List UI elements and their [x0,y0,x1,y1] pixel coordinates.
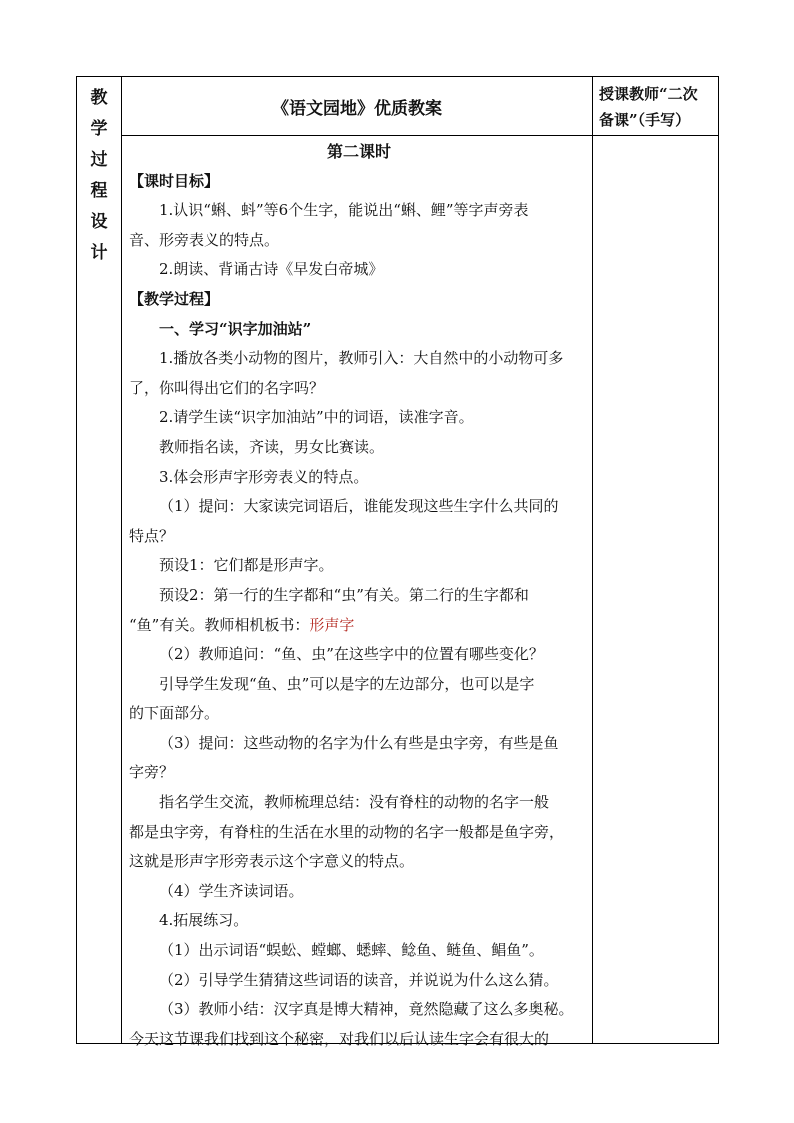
paragraph-line: 今天这节课我们找到这个秘密，对我们以后认读生字会有很大的 [129,1029,550,1048]
row-divider [592,135,719,136]
side-char: 教 [90,88,108,108]
paragraph-line: （3）教师小结：汉字真是博大精神，竟然隐藏了这么多奥秘。 [159,1000,574,1019]
right-header-line: 备课”（手写） [599,111,691,129]
paragraph-line: 预设1：它们都是形声字。 [159,556,334,575]
column-divider [592,77,593,1043]
paragraph-line: 教师指名读，齐读，男女比赛读。 [159,437,385,456]
right-column-header [593,81,718,133]
paragraph-text: “鱼”有关。教师相机板书： [129,615,310,634]
paragraph-line: 预设2：第一行的生字都和“虫”有关。第二行的生字都和 [159,585,529,604]
process-heading: 【教学过程】 [129,289,220,308]
side-char: 设 [90,212,108,232]
paragraph-line: （2）引导学生猜猜这些词语的读音，并说说为什么这么猜。 [159,970,559,989]
lesson-content [129,137,589,1054]
goal-line: 音、形旁表义的特点。 [129,230,280,249]
board-note: 形声字 [309,615,355,634]
goal-line: 1.认识“蝌、蚪”等6个生字，能说出“蝌、鲤”等字声旁表 [159,201,529,220]
paragraph-line: 1.播放各类小动物的图片，教师引入：大自然中的小动物可多 [159,349,564,368]
goals-heading: 【课时目标】 [129,171,220,190]
paragraph-line: 的下面部分。 [129,704,220,723]
side-char: 计 [90,243,108,263]
right-header-line: 授课教师“二次 [599,85,698,103]
column-divider [121,77,122,1043]
paragraph-line: 都是虫字旁，有脊柱的生活在水里的动物的名字一般都是鱼字旁， [129,822,565,841]
goal-line: 2.朗读、背诵古诗《早发白帝城》 [159,260,384,279]
paragraph-line: （4）学生齐读词语。 [159,881,304,900]
paragraph-line: 这就是形声字形旁表示这个字意义的特点。 [129,852,415,871]
section-title: 一、学习“识字加油站” [159,319,312,338]
paragraph-line: 3.体会形声字形旁表义的特点。 [159,467,369,486]
side-label [77,77,121,269]
row-divider [121,135,592,136]
side-char: 学 [90,119,108,139]
paragraph-line: 引导学生发现“鱼、虫”可以是字的左边部分，也可以是字 [159,674,535,693]
paragraph-line: 特点？ [129,526,175,545]
paragraph-line: 2.请学生读“识字加油站”中的词语，读准字音。 [159,408,474,427]
paragraph-line: （1）提问：大家读完词语后，谁能发现这些生字什么共同的 [159,497,559,516]
lesson-plan-table [76,76,719,1048]
paragraph-line: （2）教师追问：“鱼、虫”在这些字中的位置有哪些变化？ [159,645,544,664]
side-char: 程 [90,181,108,201]
side-char: 过 [90,150,108,170]
paragraph-line: （1）出示词语“蜈蚣、螳螂、蟋蟀、鲶鱼、鲢鱼、鲳鱼”。 [159,941,544,960]
lesson-title: 第二课时 [326,142,391,161]
paragraph-line: 字旁？ [129,763,175,782]
paragraph-line [129,611,589,641]
paragraph-line: 了，你叫得出它们的名字吗？ [129,378,325,397]
paragraph-line: 指名学生交流，教师梳理总结：没有脊柱的动物的名字一般 [159,793,550,812]
paragraph-line: 4.拓展练习。 [159,911,249,930]
paragraph-line: （3）提问：这些动物的名字为什么有些是虫字旁，有些是鱼 [159,733,559,752]
document-title: 《语文园地》优质教案 [272,98,442,119]
